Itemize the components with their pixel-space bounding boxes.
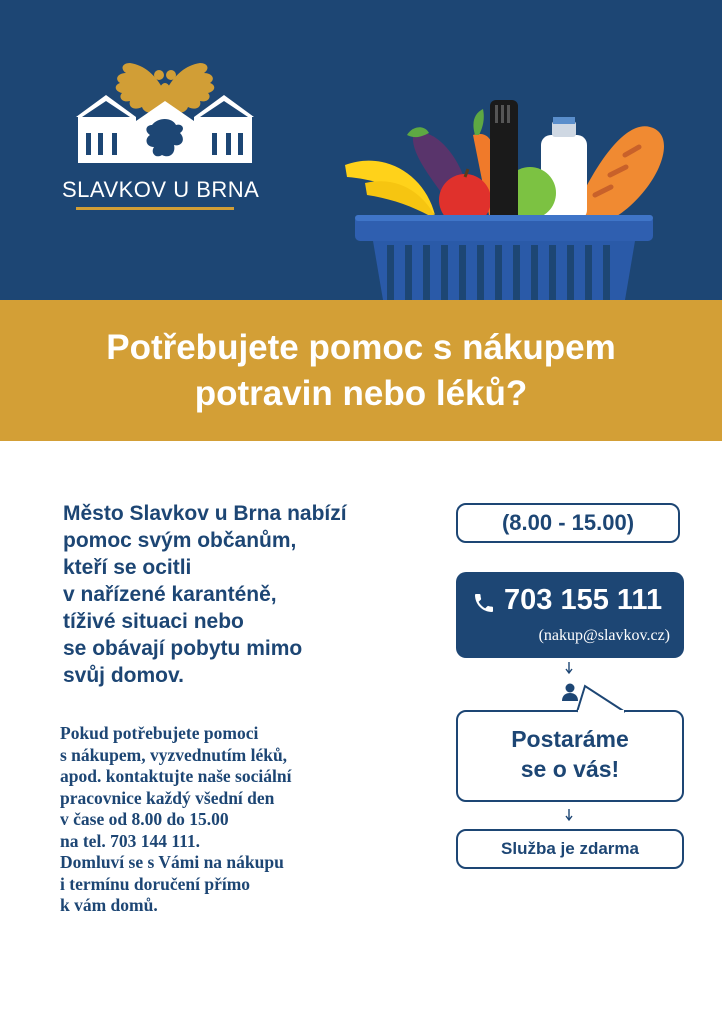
intro-line: Město Slavkov u Brna nabízí <box>63 502 347 525</box>
intro-paragraph <box>63 500 423 689</box>
details-paragraph <box>60 723 400 917</box>
headline-line-1: Potřebujete pomoc s nákupem <box>106 327 616 367</box>
arrow-down-icon <box>564 661 574 675</box>
details-line: i termínu doručení přímo <box>60 873 251 894</box>
phone-contact-box <box>456 572 684 658</box>
details-line: Pokud potřebujete pomoci <box>60 723 259 743</box>
intro-line: se obávají pobytu mimo <box>63 637 303 660</box>
details-line: apod. kontaktujte naše sociální <box>60 766 292 786</box>
headline-line-2: potravin nebo léků? <box>194 373 528 413</box>
intro-line: v nařízené karanténě, <box>63 583 277 606</box>
phone-icon <box>472 591 496 615</box>
intro-line: kteří se ocitli <box>63 556 192 579</box>
arrow-down-icon <box>564 808 574 822</box>
grocery-basket-illustration <box>325 95 685 300</box>
office-hours-box: (8.00 - 15.00) <box>456 503 680 543</box>
speech-bubble-tail <box>575 684 627 714</box>
details-line: v čase od 8.00 do 15.00 <box>60 809 229 829</box>
page-title <box>106 325 616 417</box>
details-line: k vám domů. <box>60 895 158 915</box>
details-line: s nákupem, vyzvednutím léků, <box>60 744 288 765</box>
logo-underline <box>76 207 234 210</box>
details-line: pracovnice každý všední den <box>60 787 275 808</box>
care-line-1: Postaráme <box>511 726 629 752</box>
care-line-2: se o vás! <box>520 756 620 782</box>
free-service-box: Služba je zdarma <box>456 829 684 869</box>
logo-text: SLAVKOV U BRNA <box>62 177 260 202</box>
intro-line: svůj domov. <box>63 664 184 687</box>
phone-number[interactable]: 703 155 111 <box>504 584 663 616</box>
intro-line: tíživé situaci nebo <box>63 610 244 633</box>
headline-band <box>0 300 722 441</box>
details-line: Domluví se s Vámi na nákupu <box>60 852 284 872</box>
care-message-box <box>456 710 684 802</box>
email-address[interactable]: (nakup@slavkov.cz) <box>538 627 670 644</box>
care-message <box>458 724 682 784</box>
intro-line: pomoc svým občanům, <box>63 529 297 552</box>
details-line: na tel. 703 144 111. <box>60 830 201 851</box>
